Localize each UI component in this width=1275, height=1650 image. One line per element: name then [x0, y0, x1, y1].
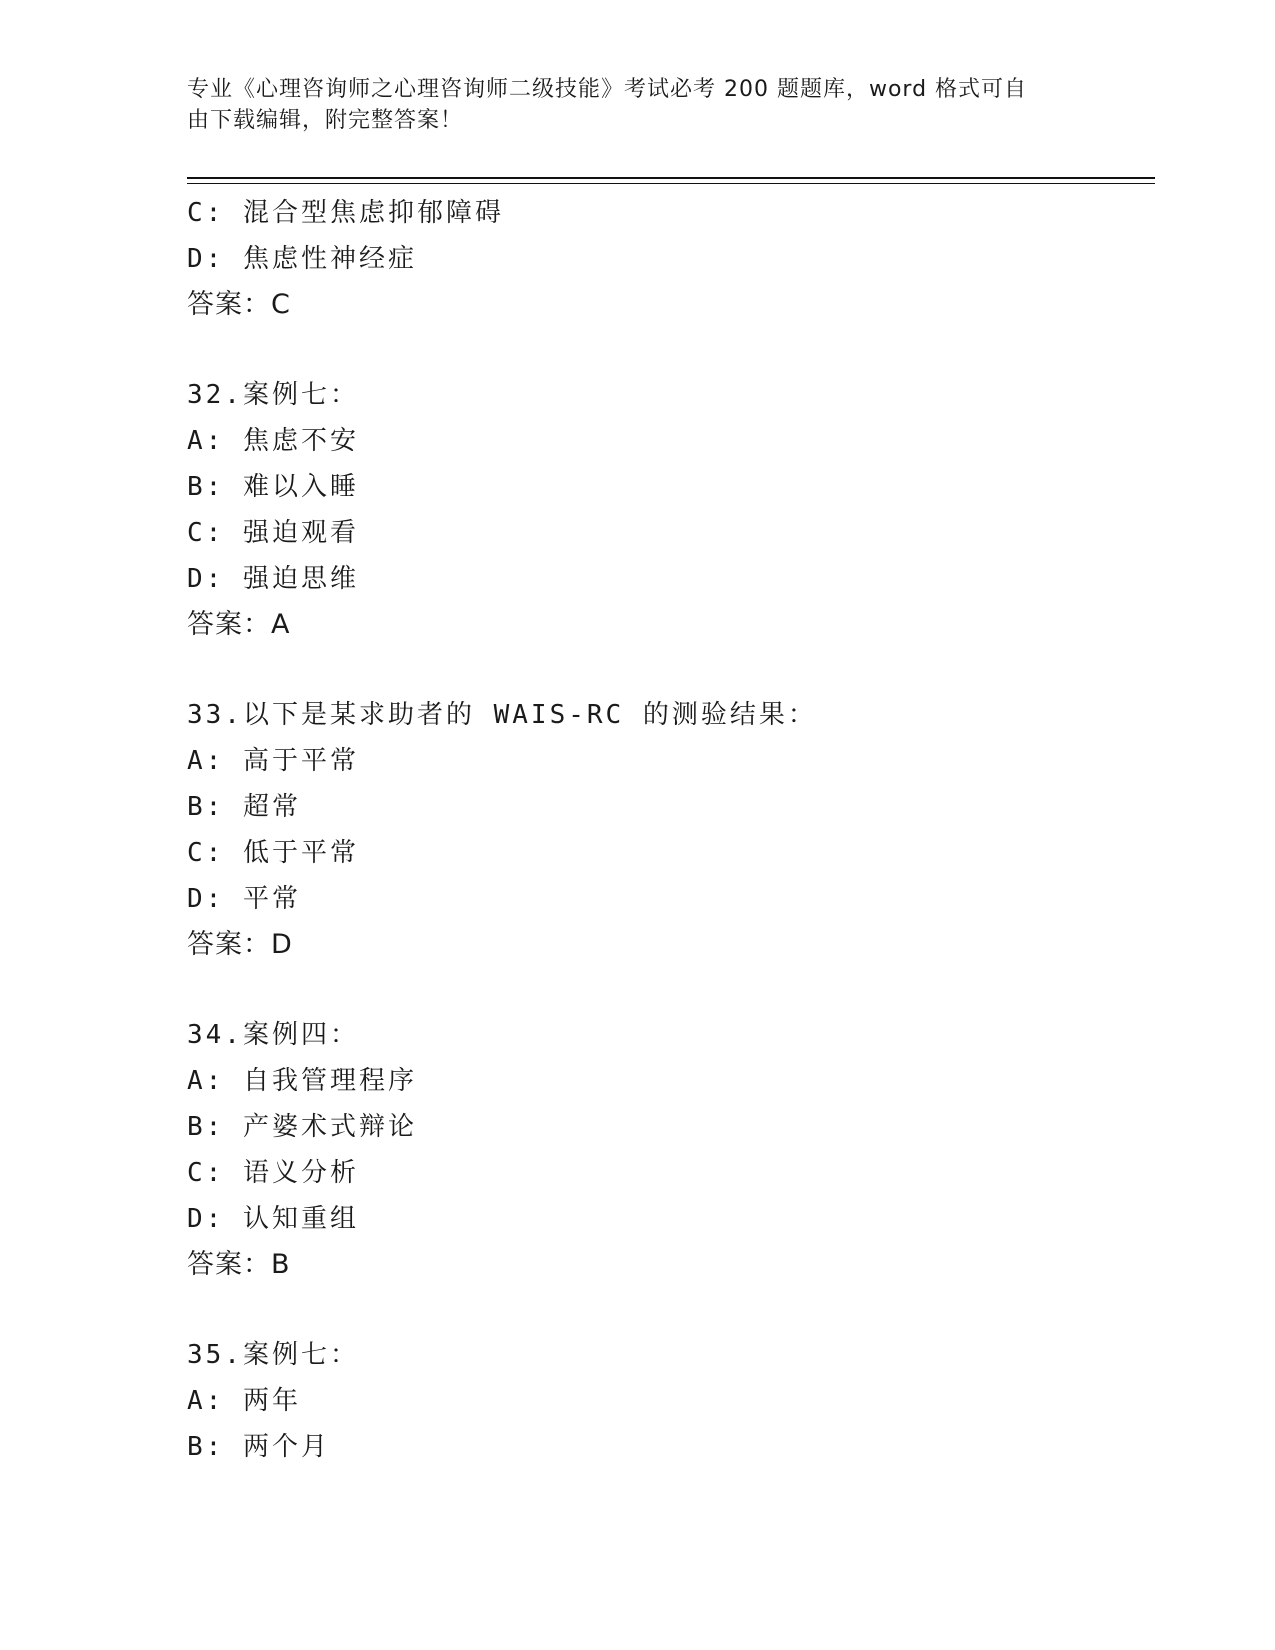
- option-a: A: 焦虑不安: [187, 426, 359, 456]
- question-title: 34.案例四：: [187, 1020, 359, 1050]
- option-d: D: 焦虑性神经症: [187, 244, 417, 274]
- option-c: C: 语义分析: [187, 1158, 359, 1188]
- option-c: C: 强迫观看: [187, 518, 359, 548]
- option-b: B: 产婆术式辩论: [187, 1112, 417, 1142]
- header-line-2: 由下载编辑，附完整答案！: [187, 108, 464, 133]
- answer-line: 答案：D: [187, 929, 293, 960]
- document-header: [187, 74, 1067, 136]
- question-31-continued: [187, 190, 1147, 328]
- option-a: A: 高于平常: [187, 746, 359, 776]
- answer-line: 答案：B: [187, 1249, 291, 1280]
- option-d: D: 强迫思维: [187, 564, 359, 594]
- question-35: [187, 1332, 1147, 1470]
- header-divider-thick: [187, 177, 1155, 179]
- question-title: 32.案例七：: [187, 380, 359, 410]
- option-a: A: 自我管理程序: [187, 1066, 417, 1096]
- question-list: [187, 190, 1147, 1470]
- option-d: D: 认知重组: [187, 1204, 359, 1234]
- option-b: B: 难以入睡: [187, 472, 359, 502]
- option-d: D: 平常: [187, 884, 301, 914]
- option-c: C: 混合型焦虑抑郁障碍: [187, 198, 504, 228]
- question-34: [187, 1012, 1147, 1288]
- option-c: C: 低于平常: [187, 838, 359, 868]
- question-33: [187, 692, 1147, 968]
- answer-line: 答案：A: [187, 609, 291, 640]
- option-b: B: 超常: [187, 792, 301, 822]
- question-title: 33.以下是某求助者的 WAIS-RC 的测验结果：: [187, 700, 817, 730]
- header-line-1: 专业《心理咨询师之心理咨询师二级技能》考试必考 200 题题库，word 格式可自: [187, 77, 1028, 102]
- question-title: 35.案例七：: [187, 1340, 359, 1370]
- header-divider-thin: [187, 183, 1155, 184]
- option-a: A: 两年: [187, 1386, 301, 1416]
- option-b: B: 两个月: [187, 1432, 330, 1462]
- answer-line: 答案：C: [187, 289, 291, 320]
- question-32: [187, 372, 1147, 648]
